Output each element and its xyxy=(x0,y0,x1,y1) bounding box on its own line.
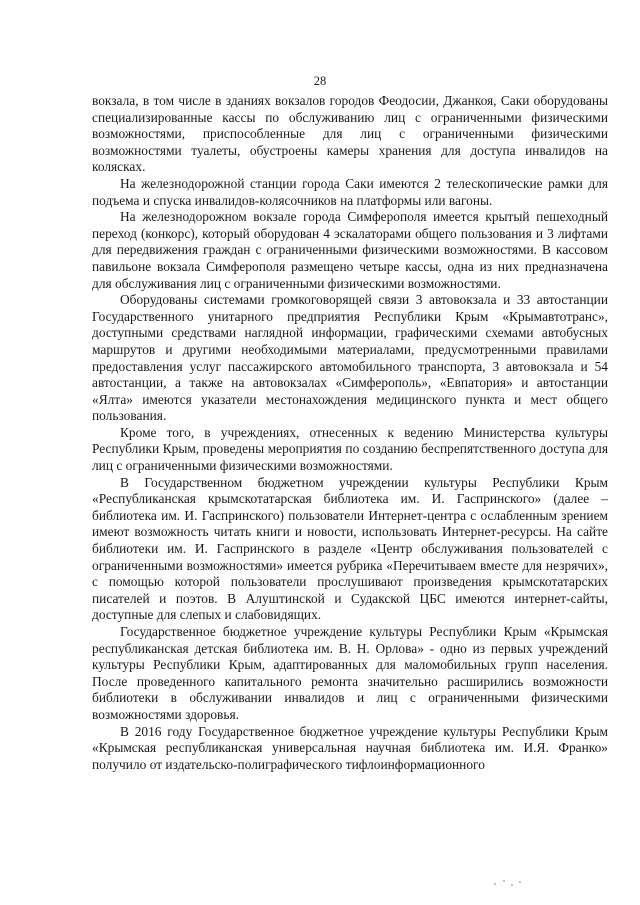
paragraph-gasprinsky-library: В Государственном бюджетном учреждении культуры Республики Крым «Республиканская крымскотатарская библиотека им. И. Гаспринского» (далее – библиотека им. И. Гаспринского) пользователи Интернет-центра с ослабленным зрением имеют возможность читать книги и новости, использовать Интернет-ресурсы. На сайте библиотеки им. И. Гаспринского в разделе «Центр обслуживания пользователей с ограниченными возможностями» имеется рубрика «Перечитываем вместе для незрячих», с помощью которой пользователи прослушивают произведения крымскотатарских писателей и поэтов. В Алуштинской и Судакской ЦБС имеются интернет-сайты, доступные для слепых и слабовидящих. xyxy=(92,474,608,623)
page-number: 28 xyxy=(313,74,327,88)
paragraph-ministry-culture: Кроме того, в учреждениях, отнесенных к ведению Министерства культуры Республики Крым, проведены мероприятия по созданию беспрепятственного доступа для лиц с ограниченными физическими возможностями. xyxy=(92,424,608,474)
document-body xyxy=(92,93,608,773)
paragraph-franko-library: В 2016 году Государственное бюджетное учреждение культуры Республики Крым «Крымская республиканская универсальная научная библиотека им. И.Я. Франко» получило от издательско-полиграфического тифлоинформационного xyxy=(92,723,608,772)
paragraph-railway-stations-cashdesks: вокзала, в том числе в зданиях вокзалов городов Феодосии, Джанкоя, Саки оборудованы специализированные кассы по обслуживанию лиц с ограниченными физическими возможностями, приспособленные для лиц с ограниченными физическими возможностями туалеты, обустроены камеры хранения для доступа инвалидов на колясках. xyxy=(92,93,608,175)
scan-specks xyxy=(494,880,524,888)
paragraph-bus-stations: Оборудованы системами громкоговорящей связи 3 автовокзала и 33 автостанции Государственного унитарного предприятия Республики Крым «Крымавтотранс», доступными средствами наглядной информации, графическими схемами автобусных маршрутов и другими необходимыми материалами, предусмотренными правилами предоставления услуг пассажирского автомобильного транспорта, 3 автовокзала и 54 автостанции, а также на автовокзалах «Симферополь», «Евпатория» и автостанции «Ялта» имеются указатели местонахождения медицинского пункта и мест общего пользования. xyxy=(92,292,608,424)
paragraph-simferopol-station: На железнодорожном вокзале города Симферополя имеется крытый пешеходный переход (конкорс), который оборудован 4 эскалаторами общего пользования и 3 лифтами для передвижения граждан с ограниченными физическими возможностями. В кассовом павильоне вокзала Симферополя размещено четыре кассы, одна из них предназначена для обслуживания лиц с ограниченными физическими возможностями. xyxy=(92,209,608,291)
paragraph-saki-station: На железнодорожной станции города Саки имеются 2 телескопические рамки для подъема и спуска инвалидов-колясочников на платформы или вагоны. xyxy=(92,175,608,208)
paragraph-orlov-library: Государственное бюджетное учреждение культуры Республики Крым «Крымская республиканская детская библиотека им. В. Н. Орлова» - одно из первых учреждений культуры Республики Крым, адаптированных для маломобильных групп населения. После проведенного капитального ремонта значительно расширились возможности библиотеки в обслуживании инвалидов и лиц с ограниченными физическими возможностями здоровья. xyxy=(92,624,608,722)
